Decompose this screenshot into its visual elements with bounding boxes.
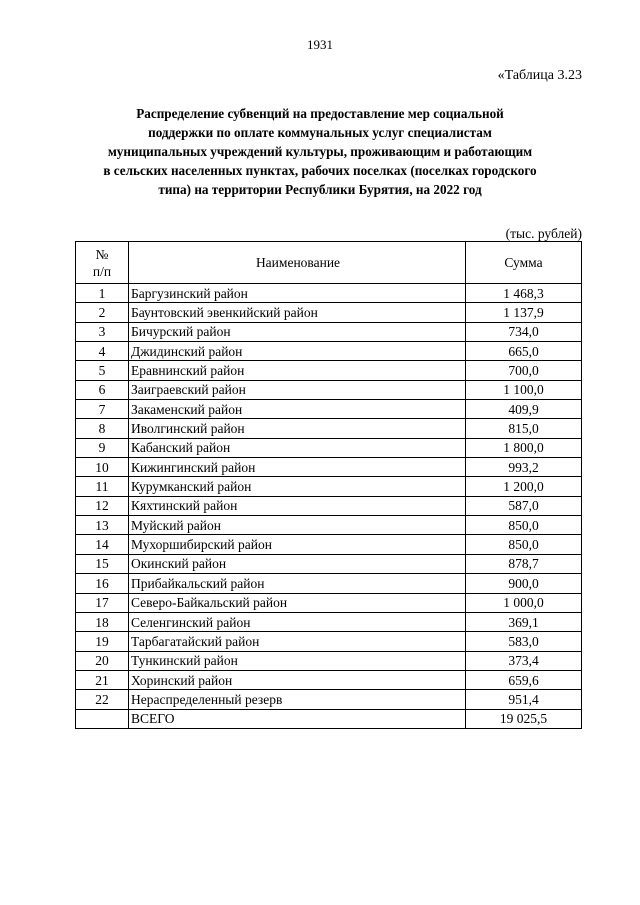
row-name: Закаменский район bbox=[129, 400, 466, 419]
table-row bbox=[76, 554, 582, 573]
table-row bbox=[76, 303, 582, 322]
row-name: Северо-Байкальский район bbox=[129, 593, 466, 612]
row-number: 8 bbox=[76, 419, 129, 438]
units-label: (тыс. рублей) bbox=[505, 226, 582, 241]
row-number: 7 bbox=[76, 400, 129, 419]
row-name: Бичурский район bbox=[129, 322, 466, 341]
row-number: 6 bbox=[76, 380, 129, 399]
row-name: Хоринский район bbox=[129, 670, 466, 689]
row-number: 9 bbox=[76, 438, 129, 457]
row-name: Кяхтинский район bbox=[129, 496, 466, 515]
row-name: Еравнинский район bbox=[129, 361, 466, 380]
table-row bbox=[76, 400, 582, 419]
header-number bbox=[76, 242, 129, 284]
row-sum: 665,0 bbox=[466, 342, 582, 361]
row-sum: 1 800,0 bbox=[466, 438, 582, 457]
row-name: Окинский район bbox=[129, 554, 466, 573]
table-row bbox=[76, 574, 582, 593]
row-sum: 734,0 bbox=[466, 322, 582, 341]
row-number: 20 bbox=[76, 651, 129, 670]
title-line: муниципальных учреждений культуры, проживающим и работающим bbox=[107, 144, 533, 159]
table-row bbox=[76, 651, 582, 670]
row-sum: 1 000,0 bbox=[466, 593, 582, 612]
row-sum: 659,6 bbox=[466, 670, 582, 689]
table-total-row bbox=[76, 709, 582, 728]
document-title bbox=[80, 104, 560, 199]
row-number: 11 bbox=[76, 477, 129, 496]
row-sum: 900,0 bbox=[466, 574, 582, 593]
table-row bbox=[76, 438, 582, 457]
row-name: Мухоршибирский район bbox=[129, 535, 466, 554]
row-name: Иволгинский район bbox=[129, 419, 466, 438]
row-name: Тарбагатайский район bbox=[129, 632, 466, 651]
subvention-table bbox=[75, 241, 582, 729]
row-name: Заиграевский район bbox=[129, 380, 466, 399]
row-number: 5 bbox=[76, 361, 129, 380]
header-number-line: № bbox=[95, 246, 109, 262]
row-number: 15 bbox=[76, 554, 129, 573]
row-number: 12 bbox=[76, 496, 129, 515]
row-sum: 951,4 bbox=[466, 690, 582, 709]
row-number: 4 bbox=[76, 342, 129, 361]
row-sum: 850,0 bbox=[466, 516, 582, 535]
row-number: 21 bbox=[76, 670, 129, 689]
header-number-line: п/п bbox=[92, 263, 112, 279]
header-sum: Сумма bbox=[466, 242, 582, 284]
row-number: 10 bbox=[76, 458, 129, 477]
row-sum: 700,0 bbox=[466, 361, 582, 380]
table-row bbox=[76, 284, 582, 303]
row-sum: 1 200,0 bbox=[466, 477, 582, 496]
row-number: 22 bbox=[76, 690, 129, 709]
table-row bbox=[76, 516, 582, 535]
row-sum: 587,0 bbox=[466, 496, 582, 515]
table-row bbox=[76, 419, 582, 438]
row-name: Нераспределенный резерв bbox=[129, 690, 466, 709]
row-name: Курумканский район bbox=[129, 477, 466, 496]
row-number bbox=[76, 709, 129, 728]
title-line: поддержки по оплате коммунальных услуг специалистам bbox=[148, 125, 492, 140]
table-row bbox=[76, 535, 582, 554]
table-row bbox=[76, 322, 582, 341]
table-row bbox=[76, 458, 582, 477]
table-header-row bbox=[76, 242, 582, 284]
row-name: Джидинский район bbox=[129, 342, 466, 361]
row-sum: 373,4 bbox=[466, 651, 582, 670]
row-number: 16 bbox=[76, 574, 129, 593]
table-row bbox=[76, 612, 582, 631]
row-number: 14 bbox=[76, 535, 129, 554]
row-name: Кижингинский район bbox=[129, 458, 466, 477]
header-name: Наименование bbox=[129, 242, 466, 284]
row-sum: 369,1 bbox=[466, 612, 582, 631]
row-sum: 878,7 bbox=[466, 554, 582, 573]
table-row bbox=[76, 477, 582, 496]
row-number: 13 bbox=[76, 516, 129, 535]
row-name: Муйский район bbox=[129, 516, 466, 535]
row-sum: 850,0 bbox=[466, 535, 582, 554]
row-name: ВСЕГО bbox=[129, 709, 466, 728]
row-name: Кабанский район bbox=[129, 438, 466, 457]
row-sum: 1 137,9 bbox=[466, 303, 582, 322]
row-name: Селенгинский район bbox=[129, 612, 466, 631]
title-line: в сельских населенных пунктах, рабочих поселках (поселках городского bbox=[103, 163, 537, 178]
title-line: типа) на территории Республики Бурятия, на 2022 год bbox=[158, 182, 482, 197]
row-sum: 815,0 bbox=[466, 419, 582, 438]
page-number: 1931 bbox=[307, 37, 333, 52]
row-sum: 583,0 bbox=[466, 632, 582, 651]
row-sum: 409,9 bbox=[466, 400, 582, 419]
row-name: Баунтовский эвенкийский район bbox=[129, 303, 466, 322]
table-row bbox=[76, 380, 582, 399]
row-sum: 1 100,0 bbox=[466, 380, 582, 399]
table-row bbox=[76, 496, 582, 515]
row-name: Баргузинский район bbox=[129, 284, 466, 303]
table-row bbox=[76, 632, 582, 651]
row-number: 19 bbox=[76, 632, 129, 651]
table-row bbox=[76, 670, 582, 689]
row-number: 17 bbox=[76, 593, 129, 612]
row-number: 3 bbox=[76, 322, 129, 341]
row-sum: 993,2 bbox=[466, 458, 582, 477]
table-row bbox=[76, 690, 582, 709]
row-name: Прибайкальский район bbox=[129, 574, 466, 593]
table-row bbox=[76, 342, 582, 361]
table-row bbox=[76, 593, 582, 612]
row-name: Тункинский район bbox=[129, 651, 466, 670]
row-number: 1 bbox=[76, 284, 129, 303]
row-number: 2 bbox=[76, 303, 129, 322]
row-number: 18 bbox=[76, 612, 129, 631]
row-sum: 1 468,3 bbox=[466, 284, 582, 303]
table-row bbox=[76, 361, 582, 380]
title-line: Распределение субвенций на предоставление мер социальной bbox=[136, 106, 504, 121]
table-reference: «Таблица 3.23 bbox=[497, 68, 582, 83]
row-sum: 19 025,5 bbox=[466, 709, 582, 728]
